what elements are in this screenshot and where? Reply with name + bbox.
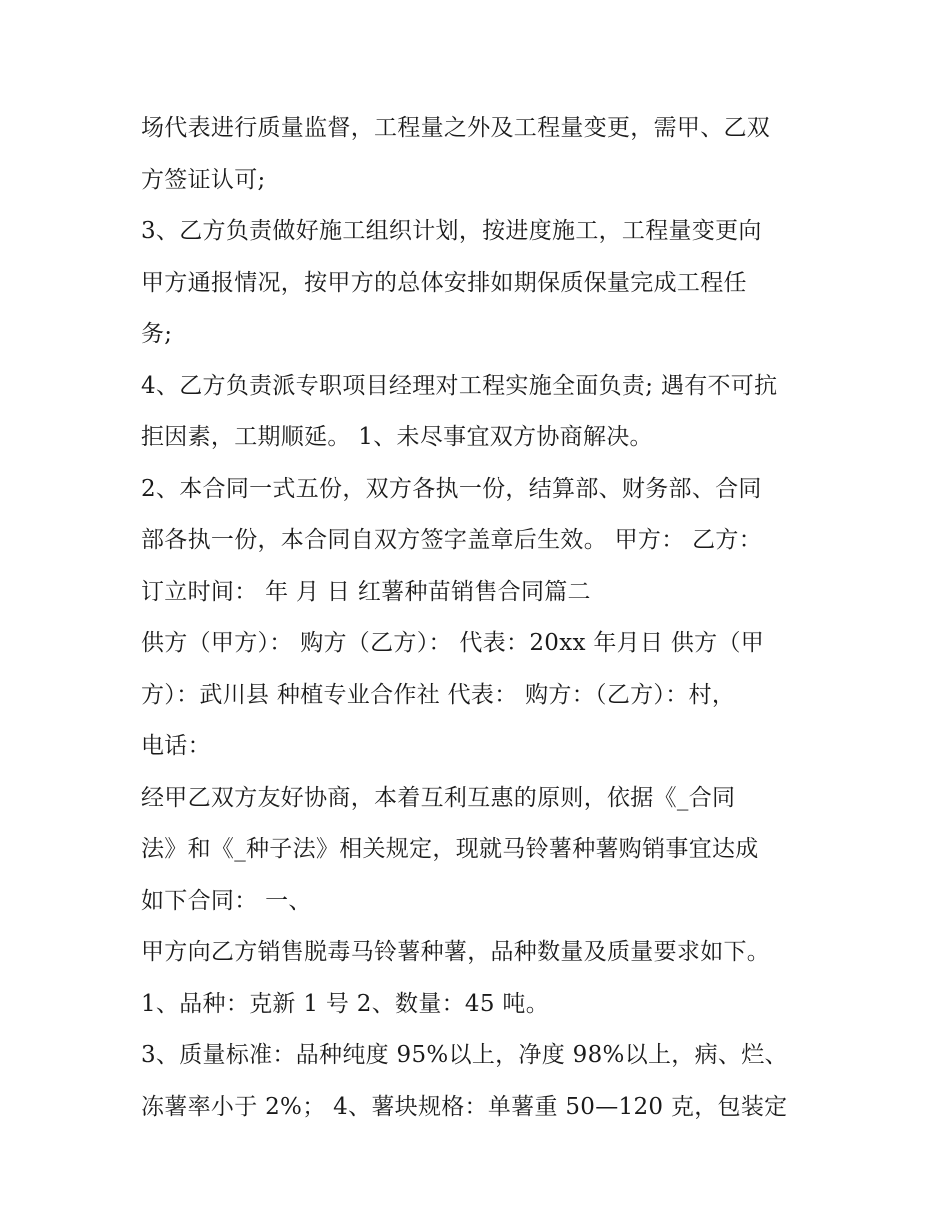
text-line: 3、乙方负责做好施工组织计划，按进度施工，工程量变更向	[141, 218, 762, 244]
text-line: 如下合同： 一、	[141, 887, 312, 914]
text-line: 甲方向乙方销售脱毒马铃薯种薯，品种数量及质量要求如下。	[141, 939, 771, 965]
text-line: 经甲乙双方友好协商，本着互利互惠的原则，依据《_合同	[141, 784, 736, 811]
text-line: 甲方通报情况，按甲方的总体安排如期保质保量完成工程任	[141, 269, 747, 296]
text-line: 电话：	[141, 733, 211, 759]
text-line: 务;	[141, 321, 173, 347]
text-line: 供方（甲方）： 购方（乙方）： 代表：20xx 年月日 供方（甲	[141, 630, 765, 656]
text-line: 拒因素，工期顺延。 1、未尽事宜双方协商解决。	[141, 424, 653, 450]
text-line: 3、质量标准：品种纯度 95%以上，净度 98%以上，病、烂、	[141, 1042, 788, 1068]
text-line: 冻薯率小于 2%； 4、薯块规格：单薯重 50—120 克，包装定	[141, 1093, 788, 1120]
text-line: 方签证认可;	[141, 166, 266, 193]
text-line: 法》和《_种子法》相关规定，现就马铃薯种薯购销事宜达成	[141, 836, 759, 862]
contract-text-body	[141, 103, 821, 1133]
text-line: 1、品种：克新 1 号 2、数量：45 吨。	[141, 990, 550, 1017]
text-line: 4、乙方负责派专职项目经理对工程实施全面负责; 遇有不可抗	[141, 372, 778, 399]
text-line: 方）：武川县 种植专业合作社 代表： 购方：（乙方）：村，	[141, 681, 736, 708]
text-line: 订立时间： 年 月 日 红薯种苗销售合同篇二	[141, 578, 591, 605]
text-line: 2、本合同一式五份，双方各执一份，结算部、财务部、合同	[141, 475, 762, 502]
text-line: 部各执一份，本合同自双方签字盖章后生效。 甲方： 乙方：	[141, 527, 763, 553]
text-line: 场代表进行质量监督，工程量之外及工程量变更，需甲、乙双	[141, 115, 771, 141]
